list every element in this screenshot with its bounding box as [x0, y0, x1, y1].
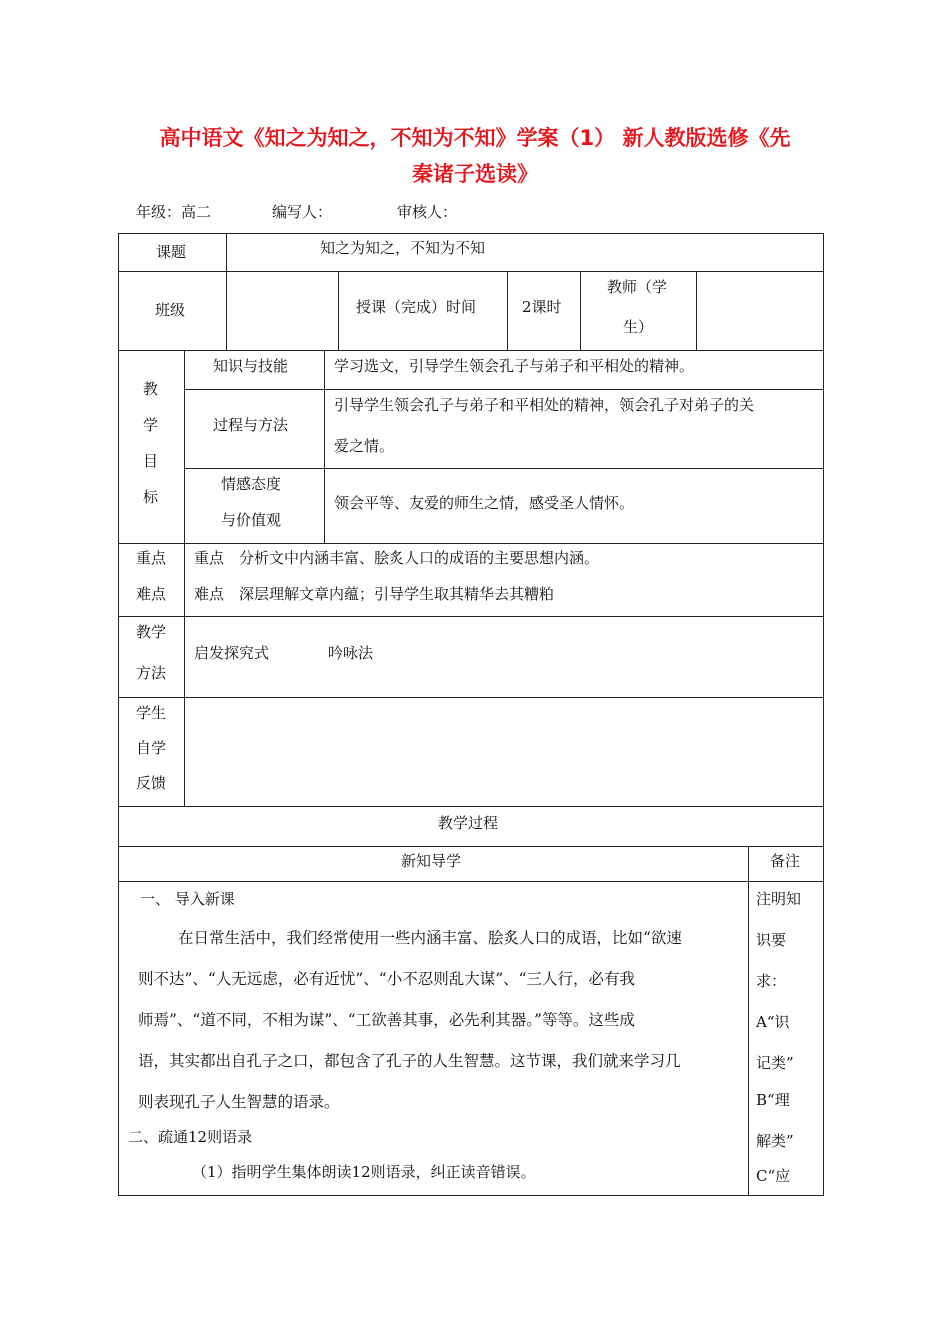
method-text-1: 启发探究式 [194, 644, 270, 662]
reviewer-label: 审核人： [397, 203, 458, 221]
teacher-label-line-2: 生） [623, 318, 654, 336]
method-label-line-2: 方法 [136, 664, 167, 682]
notes-line: A“识 [756, 1013, 790, 1031]
section-heading-quotes: 二、疏通12则语录 [128, 1128, 253, 1146]
time-value: 2课时 [522, 298, 562, 316]
paragraph-line: 语，其实都出自孔子之口，都包含了孔子的人生智慧。这节课，我们就来学习几 [138, 1052, 681, 1070]
notes-line: B“理 [756, 1091, 790, 1109]
notes-line: C“应 [756, 1167, 791, 1185]
goal-process-text-line: 引导学生领会孔子与弟子和平相处的精神，领会孔子对弟子的关 [334, 396, 755, 414]
goal-attitude-label-line-1: 情感态度 [221, 475, 282, 493]
new-knowledge-heading: 新知导学 [401, 852, 462, 870]
method-text-2: 吟咏法 [328, 644, 374, 662]
process-heading: 教学过程 [438, 814, 499, 832]
goal-knowledge-text: 学习选文，引导学生领会孔子与弟子和平相处的精神。 [334, 357, 695, 375]
paragraph-line: 师焉”、“道不同，不相为谋”、“工欲善其事，必先利其器。”等等。这些成 [138, 1011, 635, 1029]
key-point-text: 重点 分析文中内涵丰富、脍炙人口的成语的主要思想内涵。 [194, 549, 600, 567]
goals-label-char: 目 [143, 452, 159, 470]
feedback-label-line: 自学 [136, 739, 167, 757]
goal-process-text-line: 爱之情。 [334, 437, 395, 455]
topic-value: 知之为知之，不知为不知 [320, 239, 486, 257]
goal-knowledge-label: 知识与技能 [213, 357, 289, 375]
goals-label-char: 标 [143, 488, 159, 506]
notes-heading: 备注 [770, 852, 801, 870]
notes-line: 注明知 [756, 890, 802, 908]
teacher-label-line-1: 教师（学 [607, 278, 668, 296]
document-title-line-2: 秦诸子选读》 [412, 162, 538, 186]
author-label: 编写人： [272, 203, 333, 221]
method-label-line-1: 教学 [136, 623, 167, 641]
feedback-label-line: 反馈 [136, 774, 167, 792]
goal-attitude-text: 领会平等、友爱的师生之情，感受圣人情怀。 [334, 494, 635, 512]
paragraph-line: 则不达”、“人无远虑，必有近忧”、“小不忍则乱大谋”、“三人行，必有我 [138, 970, 636, 988]
paragraph-line: 则表现孔子人生智慧的语录。 [138, 1093, 340, 1111]
key-label: 重点 [136, 549, 167, 567]
difficult-point-text: 难点 深层理解文章内蕴；引导学生取其精华去其糟粕 [194, 585, 555, 603]
class-label: 班级 [155, 301, 186, 319]
grade-label: 年级：高二 [136, 203, 212, 221]
goals-label-char: 学 [143, 416, 159, 434]
feedback-label-line: 学生 [136, 704, 167, 722]
difficult-label: 难点 [136, 585, 167, 603]
notes-line: 识要 [756, 931, 787, 949]
topic-label: 课题 [156, 243, 187, 261]
paragraph-line: 在日常生活中，我们经常使用一些内涵丰富、脍炙人口的成语，比如“欲速 [178, 929, 682, 947]
notes-line: 解类” [756, 1132, 794, 1150]
goals-label-char: 教 [143, 380, 159, 398]
section-heading-intro: 一、 导入新课 [140, 890, 235, 908]
time-label: 授课（完成）时间 [356, 298, 477, 316]
goal-process-label: 过程与方法 [213, 416, 289, 434]
notes-line: 记类” [756, 1054, 794, 1072]
notes-line: 求： [756, 972, 787, 990]
goal-attitude-label-line-2: 与价值观 [221, 511, 282, 529]
list-item: （1）指明学生集体朗读12则语录，纠正读音错误。 [192, 1163, 536, 1181]
document-title-line-1: 高中语文《知之为知之，不知为不知》学案（1） 新人教版选修《先 [159, 126, 791, 150]
